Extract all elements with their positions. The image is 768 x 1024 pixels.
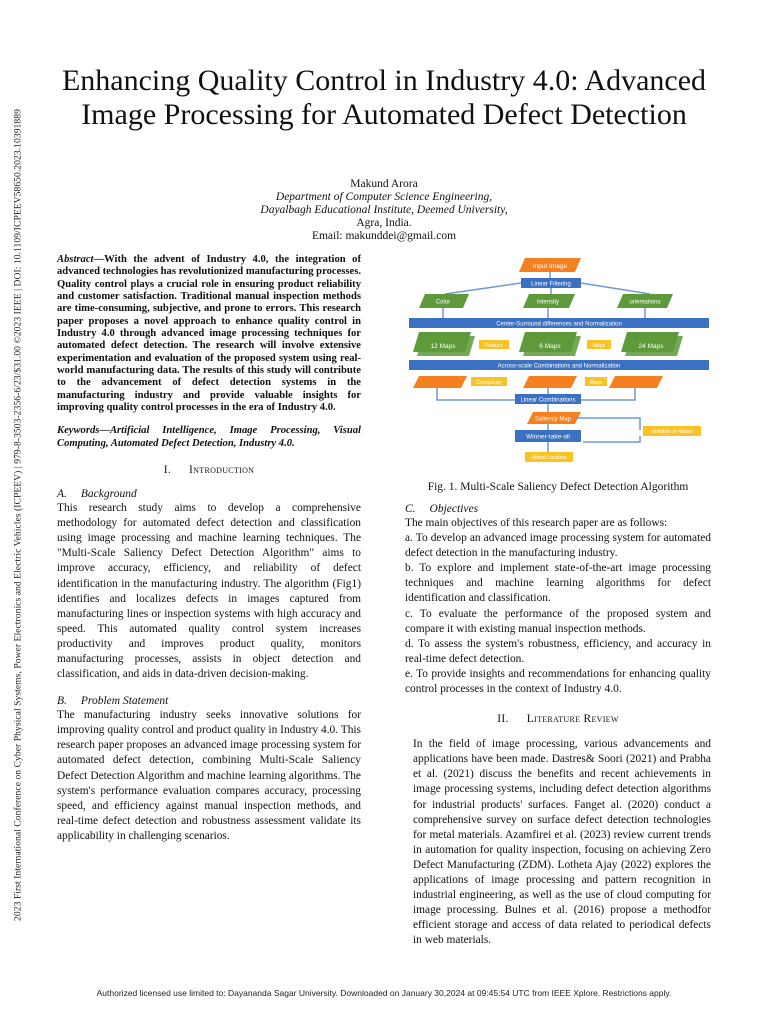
arrow	[575, 418, 640, 430]
conspicuity-intensity-box	[523, 376, 577, 388]
right-column	[405, 254, 711, 948]
subsection-title: Background	[80, 488, 137, 501]
abstract-label: Abstract	[57, 254, 94, 265]
section-number: I.	[163, 464, 172, 477]
conspicuity-maps-label: Maps	[589, 380, 603, 386]
objectives-list	[405, 516, 711, 697]
arrow	[445, 283, 521, 294]
objective-item: a. To develop an advanced image processing system for automated defect detection in the manufacturing industry.	[405, 532, 711, 560]
subsection-letter: A.	[57, 488, 67, 501]
abstract	[57, 254, 361, 414]
saliency-map-label: Saliency Map	[534, 416, 572, 423]
author-department: Department of Computer Science Engineering,	[275, 191, 493, 203]
author-city: Agra, India.	[356, 217, 412, 229]
maps-small-label: Maps	[592, 343, 606, 349]
winner-take-all-label: Winner-take-all	[526, 433, 570, 441]
section-heading-introduction	[57, 464, 361, 476]
side-note-text: 2023 First International Conference on Cyber Physical Systems, Power Electronics and Electric Vehicles (ICPEEV) | 979-8-3503-2356-6/23/$31.00 ©2023 IEEE | DOI: 10.1109/ICPEEV58650.2023.10391889	[12, 109, 24, 921]
left-column	[57, 254, 361, 844]
author-institution: Dayalbagh Educational Institute, Deemed University,	[260, 204, 508, 216]
author-block	[160, 178, 608, 243]
maps-6-label: 6 Maps	[539, 343, 561, 350]
objective-item: b. To explore and implement state-of-the-art image processing techniques and machine learning algorithms for defect identification and classification.	[405, 562, 711, 605]
section-title: Introduction	[189, 464, 255, 477]
maps-24-label: 24 Maps	[638, 343, 664, 350]
arrow	[581, 388, 635, 400]
inhibition-label: Inhibition of Return	[651, 429, 693, 435]
algorithm-flow-figure	[405, 254, 711, 468]
linear-combinations-label: Linear Combinations	[520, 397, 576, 404]
maps-12-label: 12 Maps	[430, 343, 456, 350]
section-number: II.	[497, 713, 509, 726]
intensity-label: intensity	[536, 299, 560, 306]
conspicuity-orientation-box	[609, 376, 663, 388]
conspicuity-color-box	[413, 376, 467, 388]
literature-paragraph: In the field of image processing, various advancements and applications have been made. Dastres& Soori (2021) and Prabha et al. (2021) discuss the benefits and recent achievements in image processing systems, including defect detection algorithms for industrial products' surfaces. Fanget al. (2020) conduct a comprehensive survey on surface defect detection technologies for metal materials. Azamfirei et al. (2023) review current trends in automation for quality inspection, focusing on achieving Zero Defect Manufacturing (ZDM). Lotheta Ajay (2022) explores the applications of image processing and pattern recognition in industrial engineering, as well as the use of cloud computing for image processing. Bulnes et al. (2016) propose a methodfor efficient storage and access of data related to periodical defects in web materials.	[413, 738, 711, 947]
subsection-letter: C.	[405, 503, 416, 515]
subsection-heading-background	[57, 488, 361, 500]
center-surround-label: Center-Surround differences and Normalization	[496, 321, 622, 328]
orientations-label: orientations	[629, 299, 661, 306]
conspicuity-label: Conspicuity	[476, 380, 502, 386]
conference-side-note	[8, 100, 28, 930]
abstract-dash: —	[93, 254, 105, 265]
subsection-letter: B.	[57, 695, 67, 708]
section-title: Literature Review	[526, 713, 619, 726]
subsection-heading-problem	[57, 695, 361, 707]
arrow	[583, 436, 640, 442]
figure-caption: Fig. 1. Multi-Scale Saliency Defect Detection Algorithm	[427, 481, 689, 493]
feature-label: Feature	[485, 343, 503, 349]
across-scale-label: Across-scale Combinations and Normalization	[497, 363, 621, 370]
input-image-label: Input Image	[532, 263, 568, 270]
objective-item: e. To provide insights and recommendations for enhancing quality control processes in the context of Industry 4.0.	[405, 667, 711, 696]
linear-filtering-label: Linear Filtering	[531, 281, 571, 288]
attend-location-label: Attend Location	[531, 455, 567, 461]
subsection-title: Objectives	[429, 503, 479, 515]
subsection-title: Problem Statement	[80, 695, 169, 708]
color-label: Color	[435, 299, 451, 306]
license-footer: Authorized licensed use limited to: Dayananda Sagar University. Downloaded on January 30,2024 at 09:45:54 UTC from IEEE Xplore. Restrictions apply.	[96, 988, 672, 998]
keywords-label: Keywords	[57, 425, 100, 437]
keywords	[57, 425, 361, 450]
keywords-text: Artificial Intelligence, Image Processing, Visual Computing, Automated Defect Detection, Industry 4.0.	[57, 425, 361, 449]
section-heading-literature	[405, 713, 711, 725]
objective-item: d. To assess the system's robustness, efficiency, and accuracy in real-time defect detection.	[405, 637, 711, 665]
arrow	[437, 388, 515, 400]
abstract-text: With the advent of Industry 4.0, the integration of advanced technologies has revolutionized manufacturing processes. Quality control plays a crucial role in ensuring product reliability and customer satisfaction. Traditional manual inspection methods are time-consuming, subjective, and prone to errors. This research paper proposes a novel approach to enhance quality control in Industry 4.0 through advanced image processing techniques for automated defect detection. The research will involve extensive experimentation and evaluation of the proposed system using real-world manufacturing data. The results of this study will contribute to the advancement of defect detection systems in the manufacturing industry and provide valuable insights for improving quality control processes in the era of Industry 4.0.	[57, 254, 361, 414]
objective-item: c. To evaluate the performance of the proposed system and compare it with existing manual inspection methods.	[405, 607, 711, 635]
paper-title: Enhancing Quality Control in Industry 4.0: Advanced Image Processing for Automated Defect Detection	[61, 64, 707, 131]
keywords-dash: —	[99, 425, 110, 437]
subsection-heading-objectives	[405, 503, 711, 515]
objectives-intro: The main objectives of this research paper are as follows:	[405, 517, 668, 529]
background-paragraph: This research study aims to develop a comprehensive methodology for automated defect detection and classification using image processing and machine learning techniques. The "Multi-Scale Saliency Defect Detection Algorithm" aims to improve accuracy, efficiency, and reliability of defect identification in the manufacturing industry. The algorithm (Fig1) identifies and localizes defects in images captured from manufacturing lines or inspection systems with high accuracy and speed. This automated quality control system increases productivity and improves product quality, monitors manufacturing processes, assists in object detection and classification, and aids in data-driven decision-making.	[57, 502, 361, 681]
author-email: Email: makunddei@gmail.com	[311, 230, 457, 242]
arrow	[581, 283, 650, 294]
author-name: Makund Arora	[350, 178, 418, 190]
problem-paragraph: The manufacturing industry seeks innovative solutions for improving quality control and product quality in Industry 4.0. This research paper proposes an advanced image processing system for automated defect detection, combining Multi-Scale Saliency Defect Detection Algorithm and machine learning algorithms. The system's performance evaluation compares accuracy, processing speed, and efficiency against manual inspection methods, and real-time defect detection and robustness assessment validate its applicability in challenging scenarios.	[57, 709, 361, 842]
